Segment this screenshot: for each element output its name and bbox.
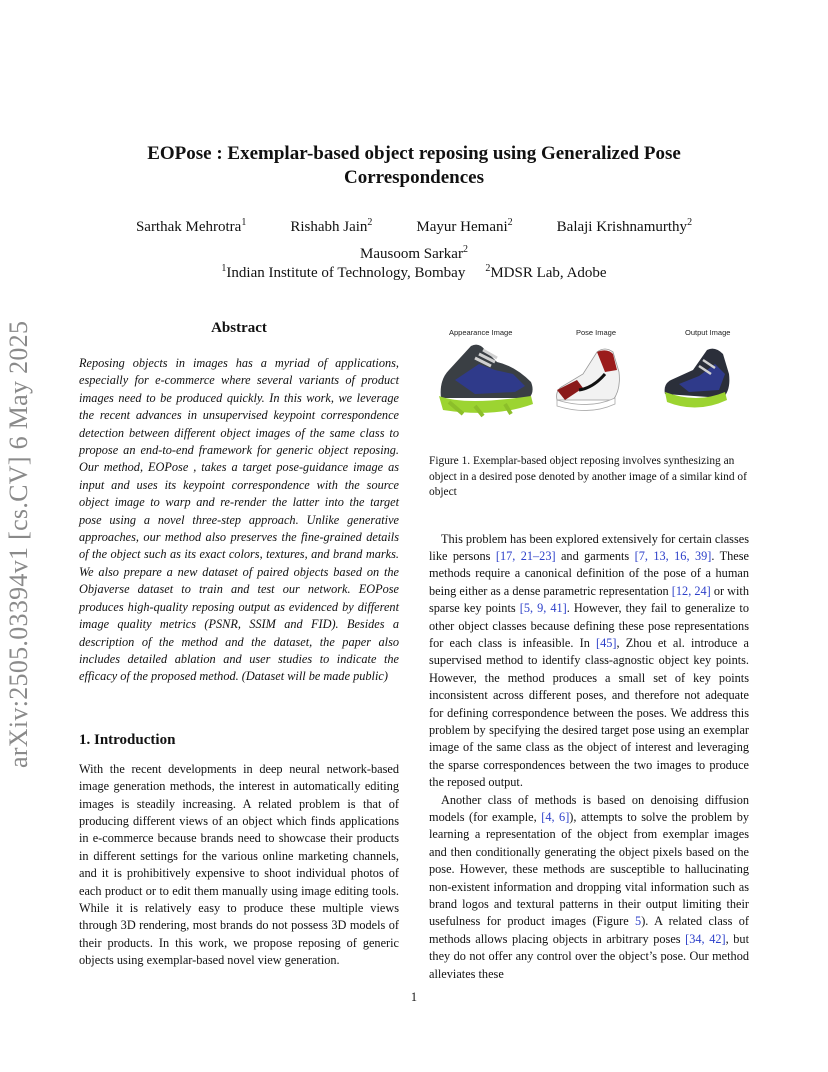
author: Balaji Krishnamurthy$^2$ <box>556 217 693 235</box>
citation-link[interactable]: [17, 21–23] <box>495 548 556 563</box>
author-row <box>60 218 768 237</box>
right-body-text <box>429 531 749 984</box>
abstract-text: Reposing objects in images has a myriad of applications, especially for e-commerce where several variants of product images need to be produced quickly. In this work, we leverage the recent advances in unsupervised keypoint correspondence detection between different object images of the same class to propose an end-to-end framework for generic object reposing. Our method, EOPose , takes a target pose-guidance image as input and uses its keypoint correspondence with the source object image to warp and re-render the latter into the target pose using a novel three-step approach. Unlike generative approaches, our method also preserves the fine-grained details of the object such as its exact colors, textures, and brand marks. We also prepare a new dataset of paired objects based on the Objaverse dataset to train and test our network. EOPose produces high-quality reposing output as evidenced by different image quality metrics (PSNR, SSIM and FID). Besides a description of the method and the dataset, the paper also includes detailed ablation and user studies to indicate the efficacy of the proposed method. (Dataset will be made public) <box>79 356 399 684</box>
figure-link[interactable]: 5 <box>635 914 642 929</box>
pose-shoe-image <box>553 344 625 416</box>
figure-1 <box>429 320 749 436</box>
section-heading: 1. Introduction <box>79 731 176 748</box>
citation-link[interactable]: [45] <box>596 635 617 650</box>
author-row <box>60 245 768 264</box>
appearance-shoe-image <box>435 340 535 418</box>
citation-link[interactable]: [4, 6] <box>541 810 570 824</box>
affiliations <box>60 264 768 283</box>
citation-link[interactable]: [34, 42] <box>685 931 726 946</box>
paragraph: This problem has been explored extensively for certain classes like persons [17, 21–23] and garments [7, 13, 16, 39]. These methods require a canonical definition of the pose of a human being either as a dense parametric representation [12, 24] or with sparse key points [5, 9, 41]. However, they fail to generalize to other object classes because defining these pose representations for each class is infeasible. In [45], Zhou et al. introduce a supervised method to identify class-agnostic object key points. However, the method produces a small set of key points inconsistent across different poses, and therefore not adequate for defining correspondence between the poses. We address this problem by specifying the desired target pose using an exemplar image of the same class as the object of interest and leveraging the sparse correspondences between the two images to produce the reposed output. <box>429 531 750 790</box>
affiliation: $^1$Indian Institute of Technology, Bombay <box>221 263 466 281</box>
author: Rishabh Jain$^2$ <box>290 217 373 235</box>
author-block <box>60 218 768 283</box>
figure-label: Pose Image <box>576 328 617 337</box>
figure-label: Output Image <box>685 328 731 337</box>
left-column <box>79 320 399 970</box>
arxiv-watermark: arXiv:2505.03394v1 [cs.CV] 6 May 2025 <box>4 320 33 768</box>
affiliation: $^2$MDSR Lab, Adobe <box>485 263 607 281</box>
abstract-heading: Abstract <box>211 320 267 336</box>
paragraph: Another class of methods is based on denoising diffusion models (for example, [4, 6]), attempts to solve the problem by learning a representation of the object from exemplar images and then conditionally generating the object pixels based on the pose. However, these methods are susceptible to hallucinating non-existent information and dropping vital information such as brand logos and textural patterns in their output limiting their usefulness for product images (Figure 5). A related class of methods allows placing objects in arbitrary poses [34, 42], but they do not offer any control over the object’s pose. Our method alleviates these <box>429 792 750 981</box>
right-column <box>429 320 749 983</box>
paper-title: EOPose : Exemplar-based object reposing using Generalized Pose Correspondences <box>147 143 681 188</box>
intro-paragraph: With the recent developments in deep neural network-based image generation methods, the interest in automatically editing images is steadily increasing. A related problem is that of producing different views of an object which finds applications in e-commerce because brands need to showcase their products in different settings for the various online marketing channels, and it is prohibitively expensive to shoot individual photos of each product or to edit them manually using image editing tools. While it is relatively easy to produce these multiple views through 3D rendering, most brands do not possess 3D models of their products. In this work, we propose reposing of generic objects using exemplar-based novel view generation. <box>79 761 399 968</box>
author: Mausoom Sarkar$^2$ <box>360 244 468 262</box>
author: Sarthak Mehrotra$^1$ <box>135 217 247 235</box>
citation-link[interactable]: [7, 13, 16, 39] <box>634 548 712 563</box>
output-shoe-image <box>659 344 735 416</box>
author: Mayur Hemani$^2$ <box>416 217 513 235</box>
citation-link[interactable]: [12, 24] <box>671 583 711 598</box>
citation-link[interactable]: [5, 9, 41] <box>519 601 567 616</box>
page-number: 1 <box>410 990 418 1004</box>
figure-caption: Figure 1. Exemplar-based object reposing involves synthesizing an object in a desired pose denoted by another image of a similar kind of object <box>429 455 747 498</box>
figure-label: Appearance Image <box>449 328 513 337</box>
